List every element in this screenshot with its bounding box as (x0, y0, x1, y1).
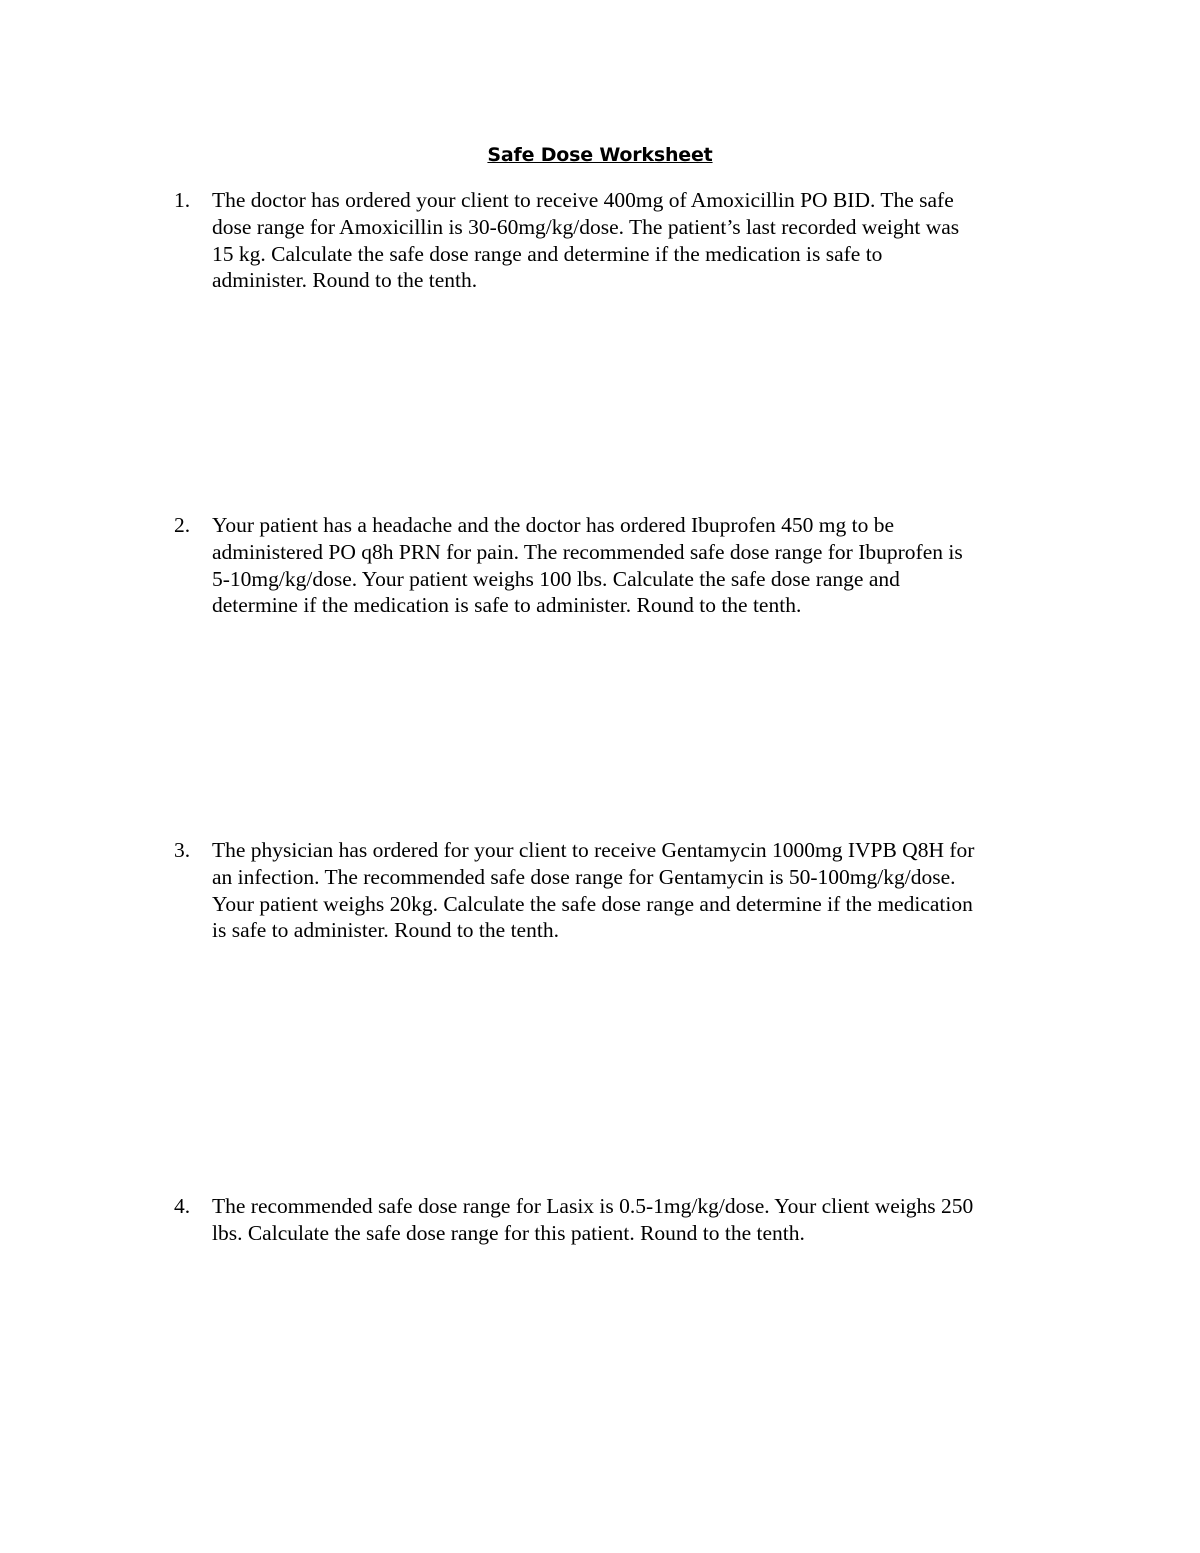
question-line: The physician has ordered for your client to receive Gentamycin 1000mg IVPB Q8H for (212, 838, 975, 862)
question-text (212, 512, 1072, 619)
question-number: 1. (174, 188, 191, 212)
question-line: lbs. Calculate the safe dose range for this patient. Round to the tenth. (212, 1220, 805, 1245)
question-line: The recommended safe dose range for Lasix is 0.5-1mg/kg/dose. Your client weighs 250 (212, 1194, 974, 1218)
question-1 (174, 187, 1074, 294)
question-text (212, 1193, 1072, 1247)
question-line: 5-10mg/kg/dose. Your patient weighs 100 lbs. Calculate the safe dose range and (212, 566, 900, 591)
question-line: Your patient has a headache and the doctor has ordered Ibuprofen 450 mg to be (212, 513, 895, 537)
page-title: Safe Dose Worksheet (487, 144, 713, 166)
question-3 (174, 837, 1074, 944)
question-text (212, 837, 1072, 944)
question-number: 4. (174, 1194, 191, 1218)
question-line: an infection. The recommended safe dose range for Gentamycin is 50-100mg/kg/dose. (212, 864, 956, 889)
question-line: Your patient weighs 20kg. Calculate the safe dose range and determine if the medication (212, 891, 973, 916)
question-line: administer. Round to the tenth. (212, 268, 478, 293)
question-4 (174, 1193, 1074, 1247)
question-line: The doctor has ordered your client to receive 400mg of Amoxicillin PO BID. The safe (212, 188, 954, 212)
question-line: dose range for Amoxicillin is 30-60mg/kg/dose. The patient’s last recorded weight was (212, 214, 960, 239)
question-2 (174, 512, 1074, 619)
question-line: 15 kg. Calculate the safe dose range and determine if the medication is safe to (212, 241, 883, 266)
question-line: is safe to administer. Round to the tenth. (212, 918, 559, 943)
question-line: administered PO q8h PRN for pain. The recommended safe dose range for Ibuprofen is (212, 539, 963, 564)
question-number: 2. (174, 513, 191, 537)
question-number: 3. (174, 838, 191, 862)
question-text (212, 187, 1072, 294)
question-line: determine if the medication is safe to administer. Round to the tenth. (212, 593, 802, 618)
